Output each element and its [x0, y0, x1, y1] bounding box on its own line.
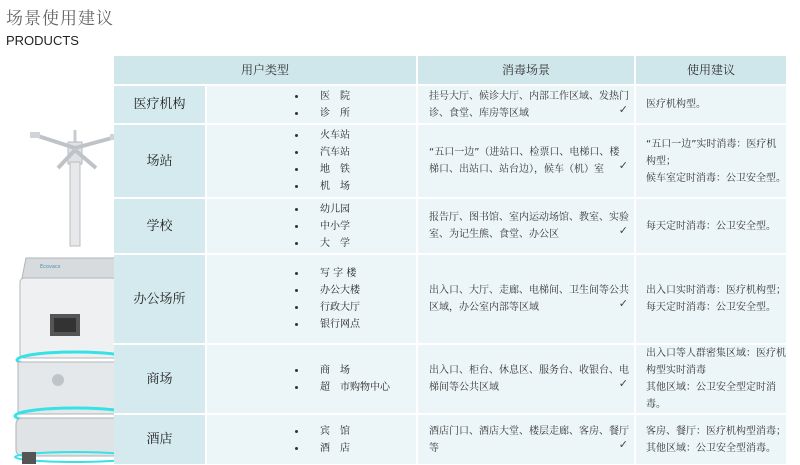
scene-line: 梯口、出站口、站台边），候车（机）室: [429, 164, 605, 175]
advice-cell: [635, 254, 786, 344]
user-item: 幼儿园: [320, 203, 350, 215]
scene-line: 室、为记生熊、食堂、办公区: [429, 229, 560, 240]
table-row: [114, 344, 786, 414]
check-icon: ✓: [618, 102, 629, 116]
scenario-table: [114, 56, 786, 464]
page-subtitle: PRODUCTS: [6, 33, 79, 48]
user-item: 银行网点: [320, 319, 360, 330]
scene-line: 报告厅、图书馆、室内运动场馆、教室、实验: [429, 212, 630, 223]
scene-line: 出入口、柜台、休息区、服务台、收银台、电: [429, 365, 630, 376]
users-cell: [206, 344, 417, 414]
user-item: 中小学: [320, 220, 350, 232]
advice-line: 其他区域：公卫安全型消毒。: [646, 442, 777, 454]
advice-line: 每天定时消毒：公卫安全型。: [646, 302, 777, 313]
advice-line: 候车室定时消毒：公卫安全型。: [646, 172, 787, 184]
column-header-advice: 使用建议: [635, 56, 786, 85]
user-type-cell: 学校: [114, 198, 206, 254]
check-icon: ✓: [618, 159, 629, 172]
user-item: 机 场: [320, 181, 350, 192]
advice-cell: [635, 85, 786, 124]
table-row: [114, 254, 786, 344]
user-item: 大 学: [320, 237, 350, 249]
page-title: 场景使用建议: [6, 9, 114, 29]
users-cell: [206, 124, 417, 198]
scene-line: 区域，办公室内部等区域: [429, 302, 540, 313]
svg-text:Ecovacs: Ecovacs: [40, 264, 61, 270]
scene-cell: [417, 198, 635, 254]
user-type-cell: 医疗机构: [114, 85, 206, 124]
user-type-cell: 酒店: [114, 414, 206, 464]
scene-line: 出入口、大厅、走廊、电梯间、卫生间等公共: [429, 285, 630, 296]
table-row: [114, 198, 786, 254]
scene-line: 梯间等公共区域: [429, 382, 500, 393]
advice-cell: [635, 414, 786, 464]
scene-line: 酒店门口、酒店大堂、楼层走廊、客房、餐厅: [429, 425, 630, 437]
users-cell: [206, 254, 417, 344]
user-type-cell: 办公场所: [114, 254, 206, 344]
advice-line: “五口一边”实时消毒：医疗机构型；: [646, 138, 777, 167]
advice-line: 出入口实时消毒：医疗机构型；: [646, 285, 787, 296]
advice-line: 客房、餐厅：医疗机构型消毒；: [646, 425, 787, 437]
advice-line: 其他区域：公卫安全型定时消毒。: [646, 382, 777, 410]
check-icon: ✓: [618, 377, 629, 390]
user-item: 写 字 楼: [320, 268, 357, 279]
scene-line: 诊、食堂、库房等区域: [429, 107, 530, 119]
user-item: 火车站: [320, 130, 350, 141]
advice-line: 医疗机构型。: [646, 99, 707, 110]
user-item: 宾 馆: [320, 425, 350, 437]
advice-cell: [635, 344, 786, 414]
table-row: [114, 414, 786, 464]
scene-cell: [417, 254, 635, 344]
column-header-user-type: 用户类型: [114, 56, 417, 85]
users-cell: [206, 198, 417, 254]
table-row: [114, 124, 786, 198]
column-header-scene: 消毒场景: [417, 56, 635, 85]
scene-cell: [417, 85, 635, 124]
user-item: 地 铁: [320, 164, 350, 175]
advice-line: 出入口等人群密集区域：医疗机构型实时消毒: [646, 348, 787, 376]
table-row: [114, 85, 786, 124]
check-icon: ✓: [618, 297, 629, 310]
user-type-cell: 商场: [114, 344, 206, 414]
advice-cell: [635, 198, 786, 254]
scene-cell: [417, 344, 635, 414]
user-item: 超 市购物中心: [320, 382, 390, 393]
scene-cell: [417, 124, 635, 198]
scene-cell: [417, 414, 635, 464]
check-icon: ✓: [618, 224, 629, 237]
scene-line: 等: [429, 442, 440, 454]
scene-line: 挂号大厅、候诊大厅、内部工作区域、发热门: [429, 90, 630, 102]
user-item: 办公大楼: [320, 285, 360, 296]
user-type-cell: 场站: [114, 124, 206, 198]
scene-line: “五口一边”（进站口、检票口、电梯口、楼: [429, 147, 620, 158]
users-cell: [206, 414, 417, 464]
check-icon: ✓: [618, 437, 629, 451]
user-item: 医 院: [320, 90, 350, 102]
user-item: 行政大厅: [320, 302, 360, 313]
user-item: 酒 店: [320, 442, 350, 454]
users-cell: [206, 85, 417, 124]
advice-cell: [635, 124, 786, 198]
user-item: 汽车站: [320, 147, 350, 158]
user-item: 诊 所: [320, 107, 350, 119]
advice-line: 每天定时消毒：公卫安全型。: [646, 220, 777, 232]
user-item: 商 场: [320, 365, 350, 376]
